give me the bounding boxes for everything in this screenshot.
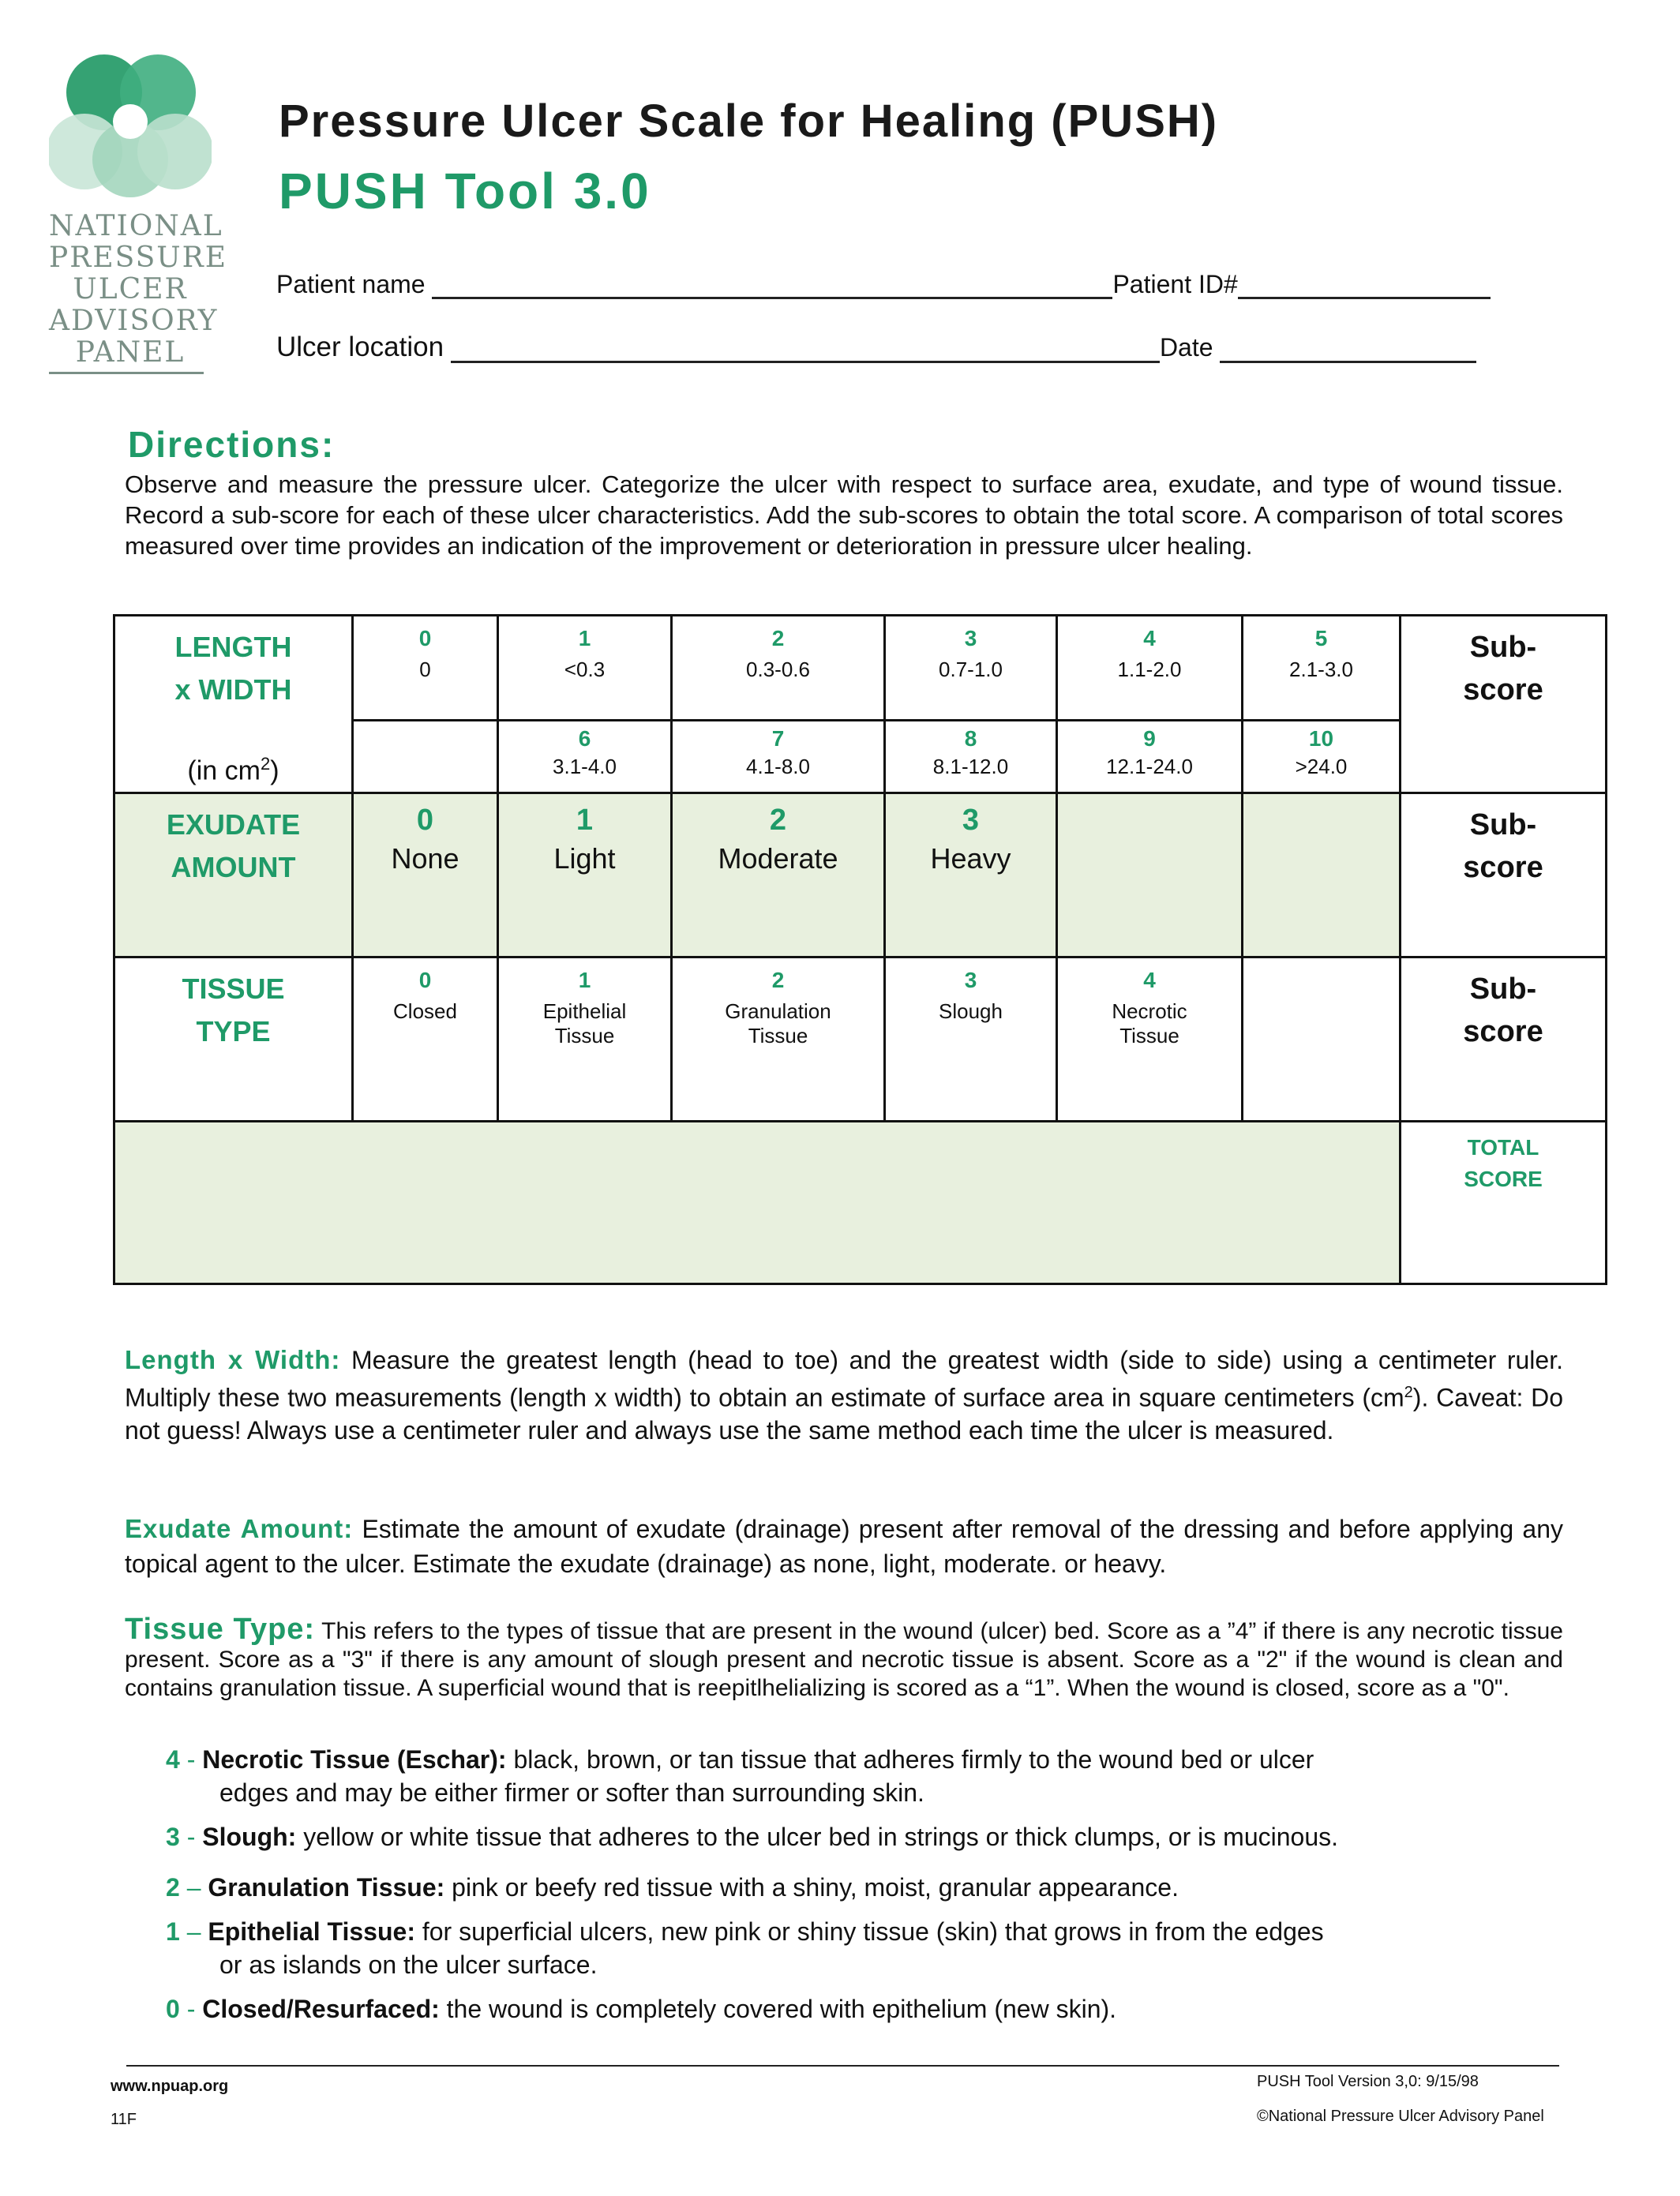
tissue-label-cell bbox=[114, 957, 353, 1122]
exudate-text: Estimate the amount of exudate (drainage) present after removal of the dressing and before applying any topical agent to the ulcer. Estimate the exudate (drainage) as none, light, moderate. or heavy. bbox=[125, 1515, 1563, 1578]
subscore-label: Sub- bbox=[1469, 631, 1537, 664]
length-score-cell: 7 4.1-8.0 bbox=[672, 720, 885, 793]
empty-cell bbox=[1243, 793, 1401, 957]
ulcer-location-field[interactable] bbox=[451, 359, 1160, 363]
subscore-label: score bbox=[1463, 673, 1543, 706]
directions-heading: Directions: bbox=[128, 424, 336, 465]
exudate-score-cell: 1 Light bbox=[498, 793, 672, 957]
exudate-score-cell: 3 Heavy bbox=[885, 793, 1057, 957]
logo-line: ULCER bbox=[73, 273, 188, 305]
subscore-label: score bbox=[1463, 851, 1543, 885]
length-score-cell: 10 >24.0 bbox=[1243, 720, 1401, 793]
tissue-heading: Tissue Type: bbox=[125, 1613, 316, 1646]
length-width-heading: Length x Width: bbox=[125, 1345, 341, 1374]
superscript: 2 bbox=[1404, 1384, 1413, 1401]
length-width-label-cell bbox=[114, 616, 353, 793]
tissue-score-cell: 0 Closed bbox=[353, 957, 498, 1122]
length-score-cell: 0 0 bbox=[353, 616, 498, 721]
patient-id-label: Patient ID# bbox=[1112, 270, 1238, 298]
logo-line: ADVISORY bbox=[49, 305, 219, 337]
page-title: Pressure Ulcer Scale for Healing (PUSH) bbox=[279, 96, 1219, 147]
length-score-cell: 2 0.3-0.6 bbox=[672, 616, 885, 721]
tissue-score-cell: 4 Necrotic Tissue bbox=[1057, 957, 1243, 1122]
amount-label: AMOUNT bbox=[171, 851, 296, 884]
footer-version: PUSH Tool Version 3,0: 9/15/98 bbox=[1257, 2073, 1479, 2090]
length-label: LENGTH bbox=[174, 631, 292, 663]
definition-item: 0 - Closed/Resurfaced: the wound is completely covered with epithelium (new skin). bbox=[166, 1995, 1117, 2023]
exudate-heading: Exudate Amount: bbox=[125, 1514, 354, 1543]
length-width-text: Measure the greatest length (head to toe) and the greatest width (side to side) using a centimeter ruler. Multiply these two measurements (length x width) to obtain an estimate of surface area in square centimeters (cm bbox=[125, 1346, 1563, 1412]
empty-cell bbox=[1243, 957, 1401, 1122]
exudate-score-cell: 2 Moderate bbox=[672, 793, 885, 957]
ulcer-location-label: Ulcer location bbox=[276, 332, 444, 362]
length-width-note bbox=[125, 1343, 1563, 1447]
length-score-cell: 9 12.1-24.0 bbox=[1057, 720, 1243, 793]
tissue-note bbox=[125, 1615, 1563, 1703]
logo-line: NATIONAL bbox=[49, 210, 223, 242]
total-label: TOTAL bbox=[1467, 1135, 1539, 1160]
npuap-logo bbox=[49, 49, 228, 369]
score-label: SCORE bbox=[1464, 1167, 1543, 1192]
subscore-label: Sub- bbox=[1469, 808, 1537, 842]
tissue-subscore-cell[interactable] bbox=[1401, 957, 1607, 1122]
push-score-table bbox=[113, 614, 1607, 1285]
footer-rule bbox=[126, 2065, 1559, 2067]
length-score-cell: 3 0.7-1.0 bbox=[885, 616, 1057, 721]
length-score-cell: 8 8.1-12.0 bbox=[885, 720, 1057, 793]
tissue-score-cell: 1 Epithelial Tissue bbox=[498, 957, 672, 1122]
page-subtitle: PUSH Tool 3.0 bbox=[279, 163, 651, 219]
subscore-label: Sub- bbox=[1469, 972, 1537, 1006]
total-shaded-area bbox=[114, 1122, 1401, 1284]
definition-continuation: or as islands on the ulcer surface. bbox=[219, 1951, 598, 1979]
patient-name-label: Patient name bbox=[276, 270, 426, 298]
patient-name-row bbox=[276, 270, 1512, 299]
definition-item: 2 – Granulation Tissue: pink or beefy red tissue with a shiny, moist, granular appearance. bbox=[166, 1873, 1179, 1902]
tissue-score-cell: 2 Granulation Tissue bbox=[672, 957, 885, 1122]
date-label: Date bbox=[1159, 333, 1213, 362]
exudate-score-cell: 0 None bbox=[353, 793, 498, 957]
directions-text: Observe and measure the pressure ulcer. Categorize the ulcer with respect to surface area, exudate, and type of wound tissue. Record a sub-score for each of these ulcer characteristics. Add the sub-scores to obtain the total score. A comparison of total scores measured over time provides an indication of the improvement or deterioration in pressure ulcer healing. bbox=[125, 470, 1563, 560]
logo-circles-icon bbox=[49, 49, 212, 207]
length-subscore-cell[interactable] bbox=[1401, 616, 1607, 793]
footer-code: 11F bbox=[111, 2111, 137, 2128]
subscore-label: score bbox=[1463, 1015, 1543, 1049]
length-score-cell: 6 3.1-4.0 bbox=[498, 720, 672, 793]
definition-item: 3 - Slough: yellow or white tissue that adheres to the ulcer bed in strings or thick clumps, or is mucinous. bbox=[166, 1823, 1339, 1851]
exudate-label-cell bbox=[114, 793, 353, 957]
type-label: TYPE bbox=[196, 1015, 271, 1048]
empty-cell bbox=[1057, 793, 1243, 957]
ulcer-location-row bbox=[276, 332, 1512, 363]
exudate-note bbox=[125, 1512, 1563, 1581]
definition-item: 4 - Necrotic Tissue (Eschar): black, brown, or tan tissue that adheres firmly to the wound bed or ulcer edges and may be either firmer or softer than surrounding skin. bbox=[166, 1743, 1579, 1809]
exudate-subscore-cell[interactable] bbox=[1401, 793, 1607, 957]
tissue-text: This refers to the types of tissue that are present in the wound (ulcer) bed. Score as a ”4” if there is any necrotic tissue present. Score as a "3" if there is any amount of slough present and necrotic tissue is absent. Score as a "2" if the wound is clean and contains granulation tissue. A superficial wound that is reepitlhelializing is scored as a “1”. When the wound is closed, score as a "0". bbox=[125, 1618, 1563, 1701]
total-score-cell[interactable] bbox=[1401, 1122, 1607, 1284]
tissue-score-cell: 3 Slough bbox=[885, 957, 1057, 1122]
empty-cell bbox=[353, 720, 498, 793]
unit-label: (in $cm^2$) bbox=[187, 754, 279, 786]
footer-url[interactable]: www.npuap.org bbox=[111, 2078, 229, 2095]
exudate-label: EXUDATE bbox=[166, 808, 301, 841]
date-field[interactable] bbox=[1220, 359, 1476, 363]
definition-item: 1 – Epithelial Tissue: for superficial ulcers, new pink or shiny tissue (skin) that grows in from the edges or as islands on the ulcer surface. bbox=[166, 1915, 1579, 1981]
logo-line: PRESSURE bbox=[49, 242, 228, 274]
length-score-cell: 1 <0.3 bbox=[498, 616, 672, 721]
length-score-cell: 4 1.1-2.0 bbox=[1057, 616, 1243, 721]
length-score-cell: 5 2.1-3.0 bbox=[1243, 616, 1401, 721]
patient-name-field[interactable] bbox=[432, 295, 1112, 299]
logo-line: PANEL bbox=[75, 336, 186, 369]
length-width-text: ). Caveat: Do not guess! Always use a centimeter ruler and always use the same method each time the ulcer is measured. bbox=[125, 1383, 1564, 1445]
patient-id-field[interactable] bbox=[1238, 295, 1491, 299]
tissue-label: TISSUE bbox=[182, 972, 285, 1006]
definition-continuation: edges and may be either firmer or softer than surrounding skin. bbox=[219, 1778, 924, 1807]
footer-copyright: ©National Pressure Ulcer Advisory Panel bbox=[1257, 2108, 1544, 2125]
width-label: x WIDTH bbox=[174, 673, 292, 706]
